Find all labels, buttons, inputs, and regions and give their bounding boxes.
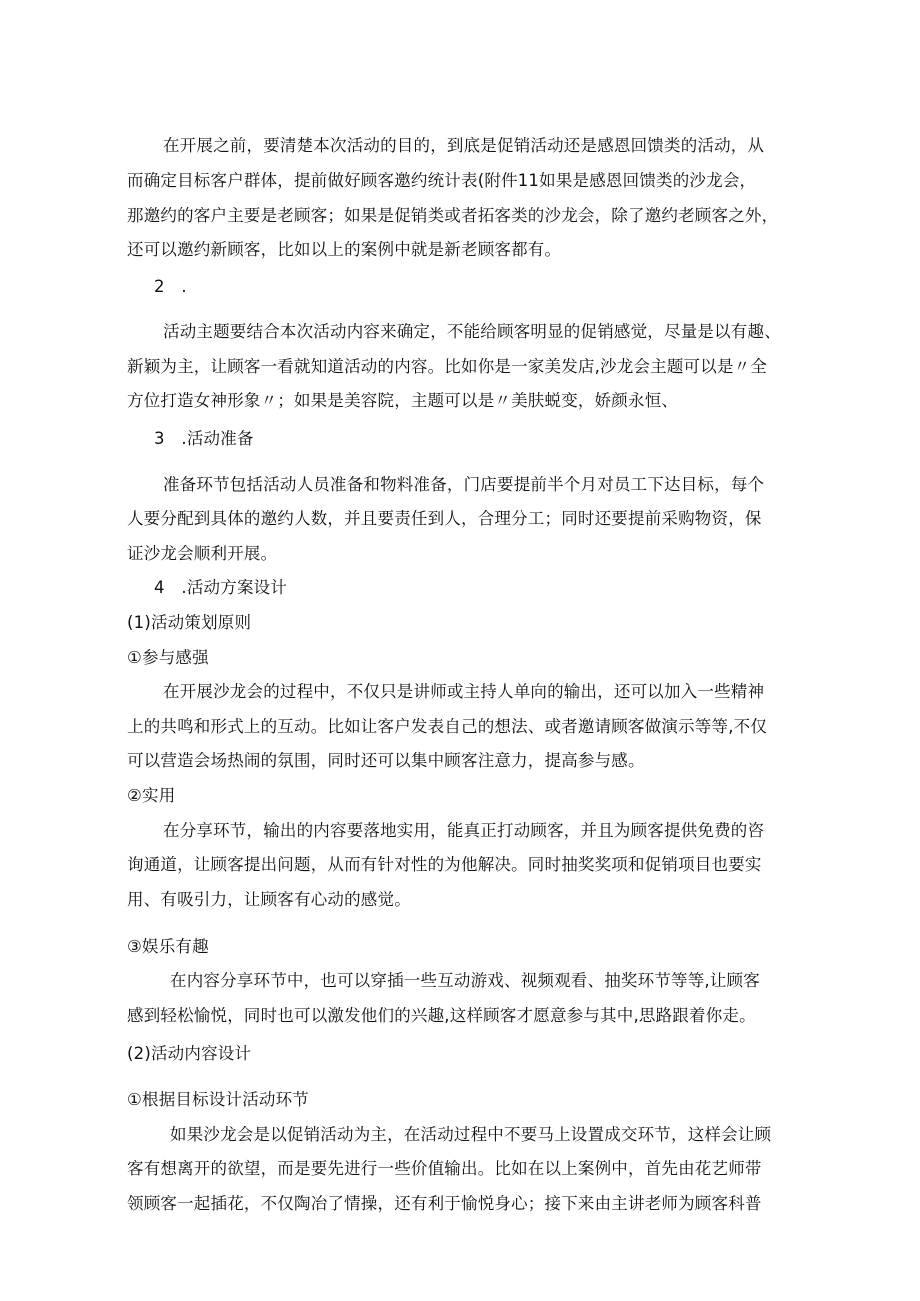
paragraph-line: 客有想离开的欲望，而是要先进行一些价值输出。比如在以上案例中，首先由花艺师带	[127, 1159, 762, 1178]
section-heading: 3 .活动准备	[154, 429, 254, 448]
paragraph-line: 证沙龙会顺利开展。	[127, 544, 278, 563]
paragraph-line: 而确定目标客户群体，提前做好顾客邀约统计表(附件11如果是感恩回馈类的沙龙会，	[127, 171, 757, 190]
section-heading: 4 .活动方案设计	[154, 578, 288, 597]
item-heading: ②实用	[127, 786, 176, 805]
paragraph-line: 还可以邀约新顾客，比如以上的案例中就是新老顾客都有。	[127, 240, 562, 259]
item-heading: ③娱乐有趣	[127, 937, 209, 956]
item-heading: ①参与感强	[127, 648, 209, 667]
paragraph-line: 活动主题要结合本次活动内容来确定，不能给顾客明显的促销感觉，尽量是以有趣、	[163, 322, 781, 341]
paragraph-line: 在分享环节，输出的内容要落地实用，能真正打动顾客，并且为顾客提供免费的咨	[163, 821, 765, 840]
paragraph-line: 可以营造会场热闹的氛围，同时还可以集中顾客注意力，提高参与感。	[127, 751, 645, 770]
paragraph-line: 感到轻松愉悦，同时也可以激发他们的兴趣,这样顾客才愿意参与其中,思路跟着你走。	[127, 1006, 756, 1025]
paragraph-line: 如果沙龙会是以促销活动为主，在活动过程中不要马上设置成交环节，这样会让顾	[170, 1125, 772, 1144]
paragraph-line: 方位打造女神形象〃；如果是美容院，主题可以是〃美肤蜕变，娇颜永恒、	[127, 391, 679, 410]
subsection-heading: (1)活动策划原则	[127, 613, 252, 632]
paragraph-line: 在内容分享环节中，也可以穿插一些互动游戏、视频观看、抽奖环节等等,让顾客	[170, 971, 760, 990]
paragraph-line: 领顾客一起插花，不仅陶冶了情操，还有利于愉悦身心；接下来由主讲老师为顾客科普	[127, 1194, 762, 1213]
paragraph-line: 在开展之前，要清楚本次活动的目的，到底是促销活动还是感恩回馈类的活动，从	[163, 136, 765, 155]
paragraph-line: 人要分配到具体的邀约人数，并且要责任到人，合理分工；同时还要提前采购物资，保	[127, 509, 762, 528]
item-heading: ①根据目标设计活动环节	[127, 1090, 309, 1109]
paragraph-line: 准备环节包括活动人员准备和物料准备，门店要提前半个月对员工下达目标，每个	[163, 475, 765, 494]
paragraph-line: 新颖为主，让顾客一看就知道活动的内容。比如你是一家美发店,沙龙会主题可以是〃全	[127, 357, 768, 376]
paragraph-line: 那邀约的客户主要是老顾客；如果是促销类或者拓客类的沙龙会，除了邀约老顾客之外，	[127, 206, 779, 225]
paragraph-line: 询通道，让顾客提出问题，从而有针对性的为他解决。同时抽奖奖项和促销项目也要实	[127, 855, 762, 874]
paragraph-line: 在开展沙龙会的过程中，不仅只是讲师或主持人单向的输出，还可以加入一些精神	[163, 682, 765, 701]
paragraph-line: 用、有吸引力，让顾客有心动的感觉。	[127, 890, 411, 909]
subsection-heading: (2)活动内容设计	[127, 1044, 252, 1063]
paragraph-line: 上的共鸣和形式上的互动。比如让客户发表自己的想法、或者邀请顾客做演示等等,不仅	[127, 717, 768, 736]
section-number: 2 .	[154, 277, 187, 296]
